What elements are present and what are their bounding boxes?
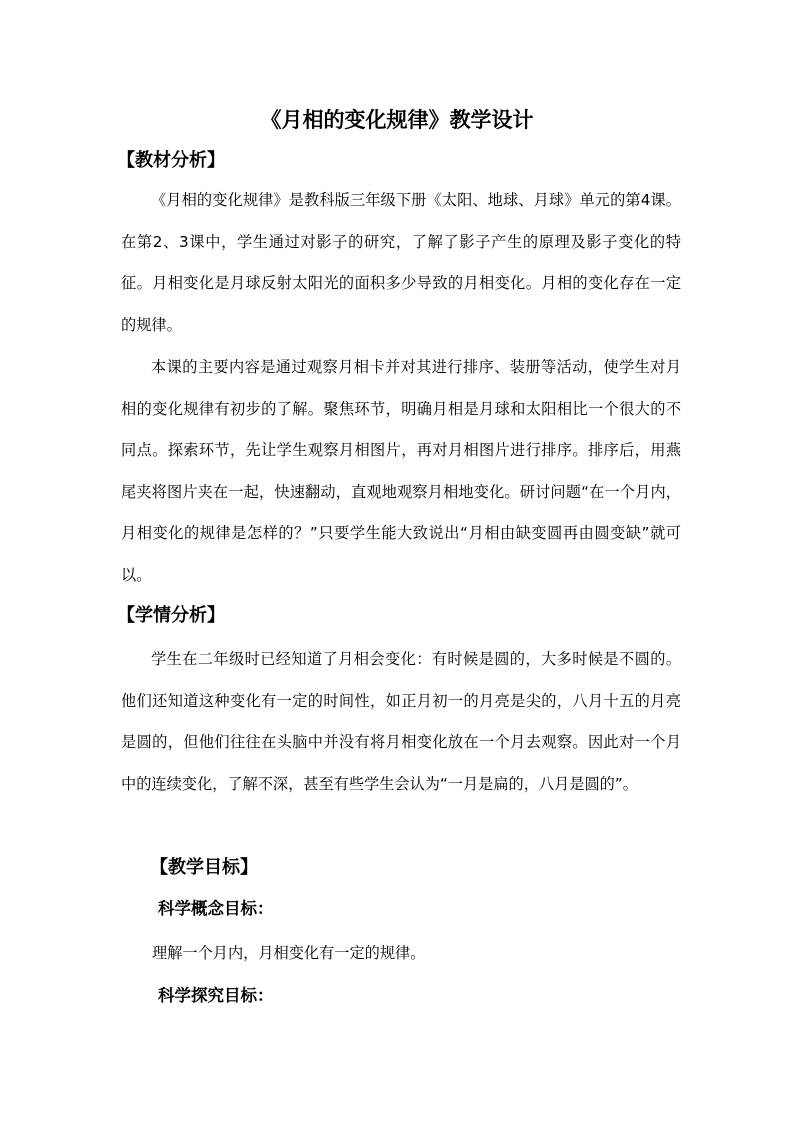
goal-inquiry-label: 科学探究目标： <box>158 986 274 1005</box>
goal-concept-label: 科学概念目标： <box>158 899 274 918</box>
paragraph-students-1: 学生在二年级时已经知道了月相会变化：有时候是圆的，大多时候是不圆的。他们还知道这种变化有一定的时间性，如正月初一的月亮是尖的，八月十五的月亮是圆的，但他们往往在头脑中并没有将月相变化放在一个月去观察。因此对一个月中的连续变化，了解不深，甚至有些学生会认为“一月是扁的，八月是圆的”。 <box>121 650 681 793</box>
section-heading-goals: 【教学目标】 <box>150 857 258 878</box>
section-heading-materials: 【教材分析】 <box>117 150 225 171</box>
paragraph-materials-2: 本课的主要内容是通过观察月相卡并对其进行排序、装册等活动，使学生对月相的变化规律有初步的了解。聚焦环节，明确月相是月球和太阳相比一个很大的不同点。探索环节，先让学生观察月相图片，再对月相图片进行排序。排序后，用燕尾夹将图片夹在一起，快速翻动，直观地观察月相地变化。研讨问题“在一个月内，月相变化的规律是怎样的？”只要学生能大致说出“月相由缺变圆再由圆变缺”就可以。 <box>121 358 681 584</box>
paragraph-materials-1: 《月相的变化规律》是教科版三年级下册《太阳、地球、月球》单元的第4课。在第2、3课中，学生通过对影子的研究，了解了影子产生的原理及影子变化的特征。月相变化是月球反射太阳光的面积多少导致的月相变化。月相的变化存在一定的规律。 <box>121 191 681 334</box>
goal-concept-text: 理解一个月内，月相变化有一定的规律。 <box>152 944 426 962</box>
section-heading-students: 【学情分析】 <box>117 605 225 626</box>
document-title: 《月相的变化规律》教学设计 <box>260 108 534 132</box>
